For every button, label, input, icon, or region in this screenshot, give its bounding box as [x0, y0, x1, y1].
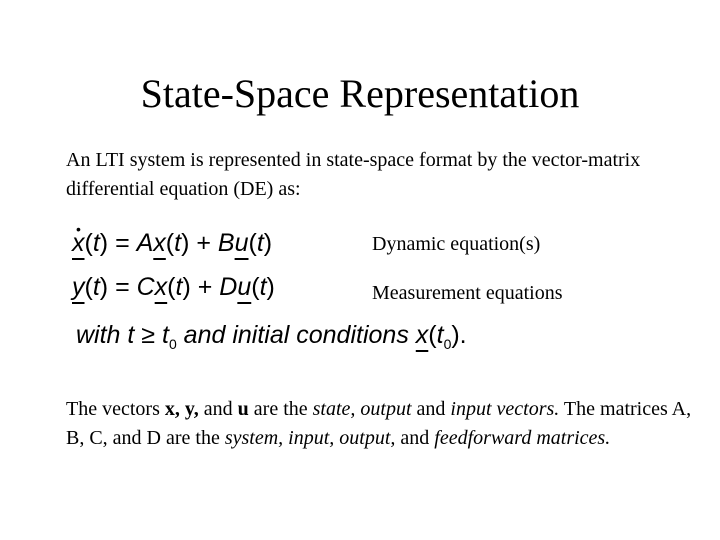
outro-text: and	[198, 398, 238, 420]
measurement-equation: y(t) = Cx(t) + Du(t)	[72, 273, 275, 301]
outro-system-input-output-italic: system, input, output,	[224, 427, 396, 449]
outro-state-output-italic: state, output	[312, 398, 412, 420]
outro-paragraph	[66, 395, 696, 453]
initial-condition-line: with $t \ge t_0$ and initial conditions $x(t_0)$.	[76, 321, 467, 352]
outro-text: The matrices A, B, C, and D are the	[66, 398, 692, 449]
outro-vectors-bold: x, y,	[164, 398, 199, 420]
outro-text: and	[411, 398, 451, 420]
outro-text: are the	[248, 398, 313, 420]
dynamic-equation: • x(t) = Ax(t) + Bu(t)	[72, 228, 272, 258]
outro-u-bold: u	[237, 398, 249, 420]
intro-paragraph: An LTI system is represented in state-space format by the vector-matrix differential equation (DE) as:	[66, 149, 641, 200]
equation-lhs: • x	[72, 228, 85, 258]
outro-text: and	[395, 427, 435, 449]
measurement-equation-label: Measurement equations	[372, 282, 563, 304]
dynamic-equation-label: Dynamic equation(s)	[372, 233, 541, 255]
outro-feedforward-italic: feedforward matrices.	[434, 427, 611, 449]
outro-text: The vectors	[66, 398, 165, 420]
outro-input-vectors-italic: input vectors.	[450, 398, 560, 420]
slide-title: State-Space Representation	[140, 71, 580, 116]
